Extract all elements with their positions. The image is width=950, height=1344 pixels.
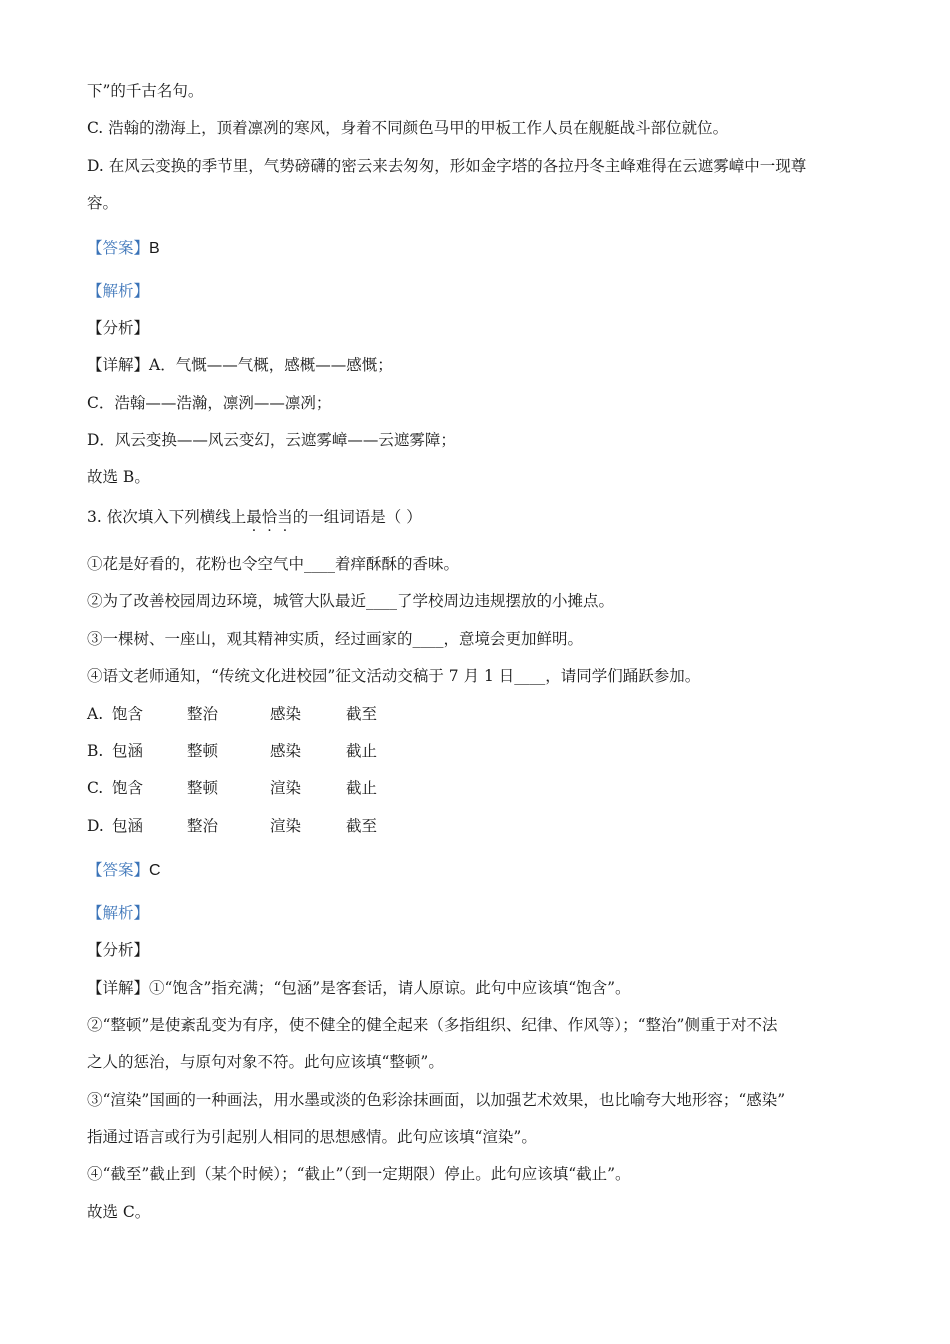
option-word: 感染 (270, 742, 302, 760)
option-word: 整治 (187, 705, 219, 723)
detail-line: 故选 B。 (87, 468, 150, 486)
option-word: 整顿 (187, 742, 219, 760)
emphasis-char: 最 (246, 508, 262, 526)
detail-line: ③“渲染”国画的一种画法，用水墨或淡的色彩涂抹画面，以加强艺术效果，也比喻夸大地形容；“感染” (87, 1091, 786, 1109)
sentence-1: ①花是好看的，花粉也令空气中____着痒酥酥的香味。 (87, 555, 460, 573)
sentence-2: ②为了改善校园周边环境，城管大队最近____了学校周边违规摆放的小摊点。 (87, 592, 615, 610)
detail-line: 指通过语言或行为引起别人相同的思想感情。此句应该填“渲染”。 (87, 1128, 537, 1146)
detail-line: 故选 C。 (87, 1203, 151, 1221)
answer-tag: 【答案】 (87, 239, 150, 257)
option-word: 整顿 (187, 779, 219, 797)
emphasis-char: 恰 (261, 508, 278, 526)
option-word: 整治 (187, 817, 219, 835)
question-text: 的一组词语是（ ） (292, 508, 422, 526)
answer-value: B (149, 240, 160, 257)
option-word: 截止 (346, 779, 378, 797)
question-3-stem (87, 506, 422, 528)
option-word: 截至 (346, 817, 378, 835)
answer-line (87, 237, 160, 260)
option-word: 感染 (270, 705, 302, 723)
detail-line: 【详解】A．气慨——气概，感概——感慨； (87, 356, 393, 374)
option-word: 饱含 (112, 779, 144, 797)
option-word: 渲染 (270, 817, 302, 835)
detail-line: ④“截至”截止到（某个时候）；“截止”（到一定期限）停止。此句应该填“截止”。 (87, 1165, 631, 1183)
option-label: D. (87, 817, 104, 835)
answer-line (87, 859, 161, 882)
option-label: A. (87, 705, 104, 723)
answer-value: C (149, 862, 161, 879)
detail-line: ②“整顿”是使紊乱变为有序，使不健全的健全起来（多指组织、纪律、作风等）；“整治”侧重于对不法 (87, 1016, 778, 1034)
option-word: 渲染 (270, 779, 302, 797)
option-label: C. (87, 779, 104, 797)
analysis-tag: 【解析】 (87, 282, 150, 300)
option-word: 饱含 (112, 705, 144, 723)
detail-line: 【详解】①“饱含”指充满；“包涵”是客套话，请人原谅。此句中应该填“饱含”。 (87, 979, 631, 997)
detail-line: 之人的惩治，与原句对象不符。此句应该填“整顿”。 (87, 1053, 444, 1071)
option-word: 包涵 (112, 742, 144, 760)
option-word: 包涵 (112, 817, 144, 835)
text-line: 下”的千古名句。 (87, 82, 204, 100)
option-word: 截至 (346, 705, 378, 723)
analysis-heading: 【分析】 (87, 941, 150, 959)
emphasis-char: 当 (277, 508, 293, 526)
detail-line: D．风云变换——风云变幻，云遮雾嶂——云遮雾障； (87, 431, 456, 449)
option-word: 截止 (346, 742, 378, 760)
option-d-line: D. 在风云变换的季节里，气势磅礴的密云来去匆匆，形如金字塔的各拉丹冬主峰难得在云遮雾嶂中一现尊 (87, 157, 807, 175)
sentence-4: ④语文老师通知，“传统文化进校园”征文活动交稿于 7 月 1 日____，请同学们踊跃参加。 (87, 667, 701, 685)
option-label: B. (87, 742, 104, 760)
text-line: 容。 (87, 194, 119, 212)
sentence-3: ③一棵树、一座山，观其精神实质，经过画家的____，意境会更加鲜明。 (87, 630, 584, 648)
analysis-tag: 【解析】 (87, 904, 150, 922)
analysis-heading: 【分析】 (87, 319, 150, 337)
answer-tag: 【答案】 (87, 861, 150, 879)
option-c-line: C. 浩翰的渤海上，顶着凛冽的寒风，身着不同颜色马甲的甲板工作人员在舰艇战斗部位就位。 (87, 119, 729, 137)
detail-line: C．浩翰——浩瀚，凛洌——凛冽； (87, 394, 332, 412)
question-text: 3. 依次填入下列横线上 (87, 508, 247, 526)
